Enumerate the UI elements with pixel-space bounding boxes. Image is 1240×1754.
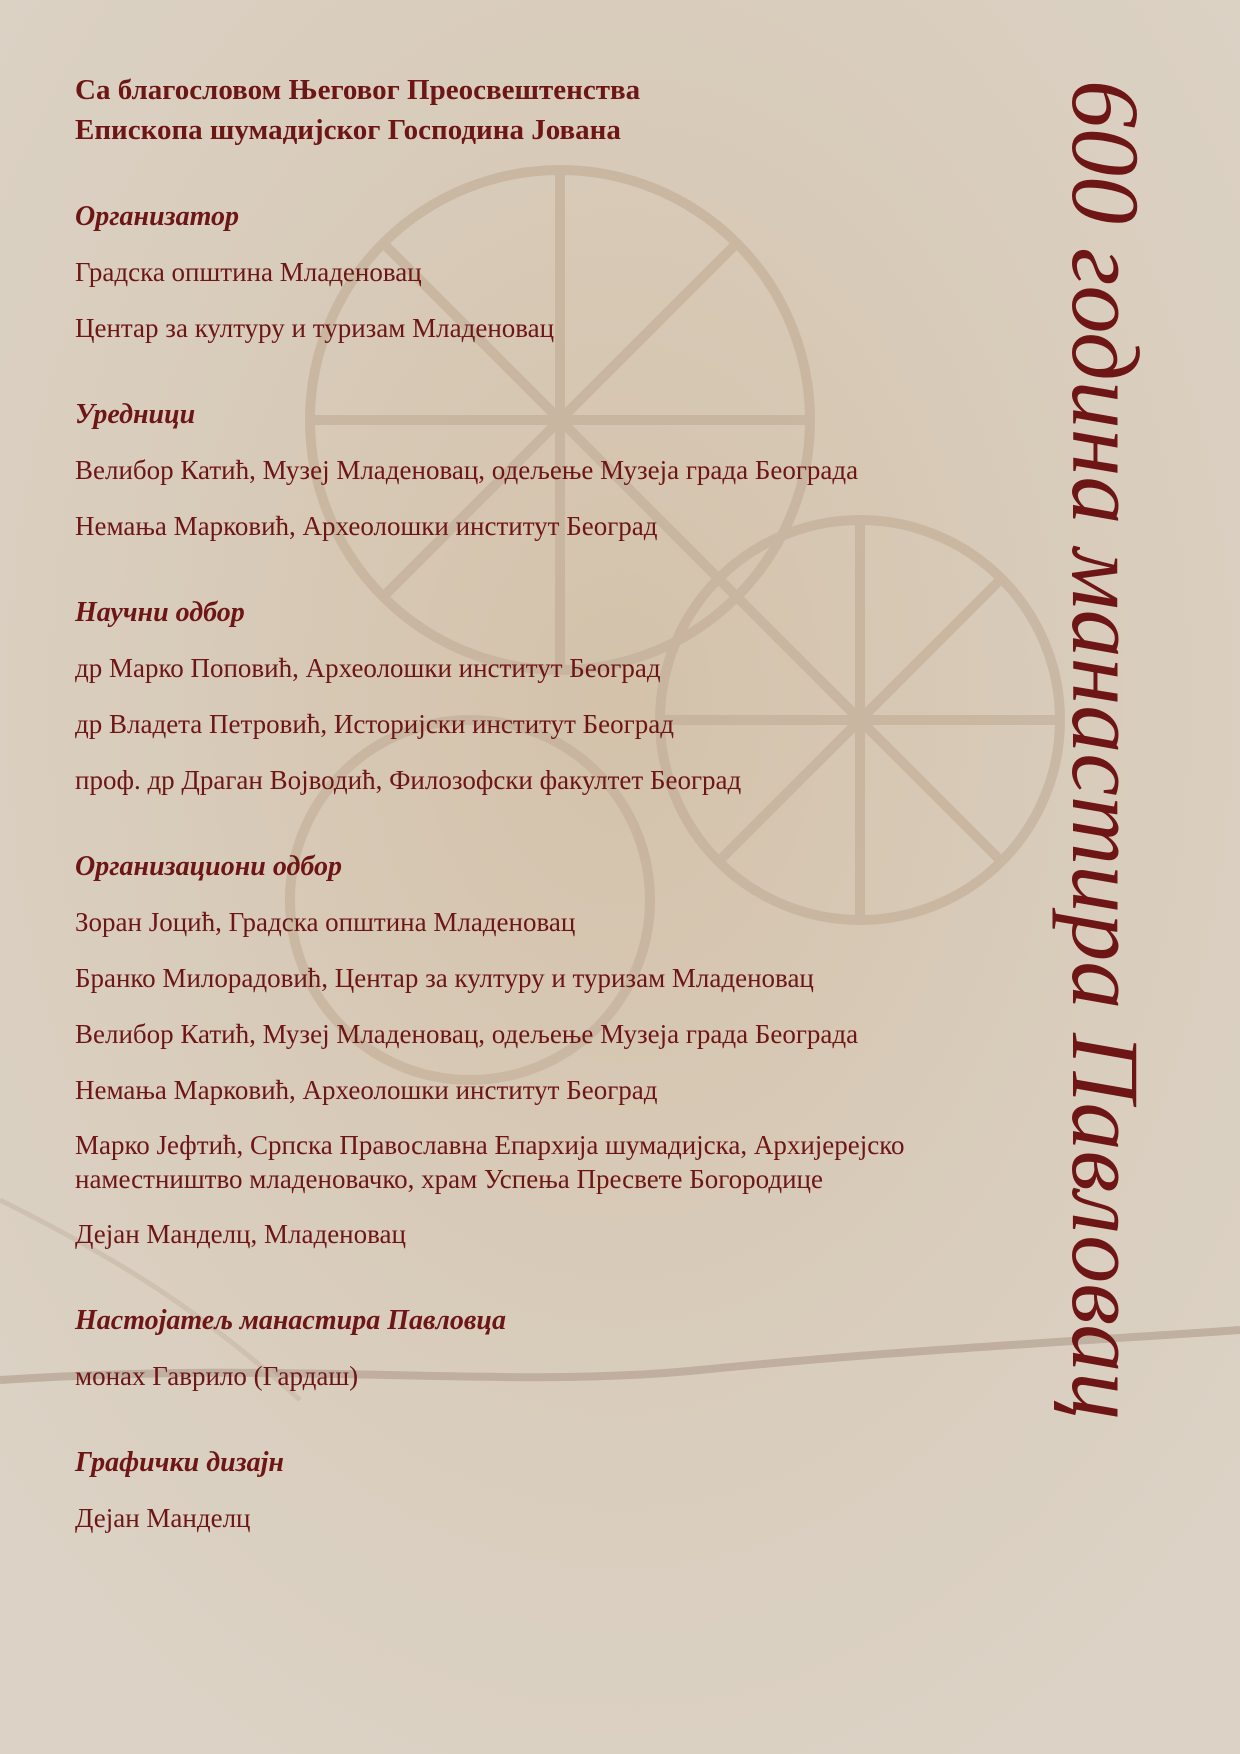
section-abbot xyxy=(75,1304,1065,1394)
entry: Марко Јефтић, Српска Православна Епархија шумадијска, Архијерејско наместништво младеновачко, храм Успења Пресвете Богородице xyxy=(75,1130,905,1194)
entry: монах Гаврило (Гардаш) xyxy=(75,1361,359,1391)
entry: Велибор Катић, Музеј Младеновац, одељење Музеја града Београда xyxy=(75,1019,859,1049)
section-editors xyxy=(75,398,1065,544)
section-heading: Уредници xyxy=(75,399,196,430)
entry: Немања Марковић, Археолошки институт Београд xyxy=(75,1075,658,1105)
blessing-line-2: Епископа шумадијског Господина Јована xyxy=(75,114,621,146)
section-heading: Организатор xyxy=(75,201,240,232)
entry: Центар за културу и туризам Младеновац xyxy=(75,313,555,343)
vertical-title-text: 600 година манастира Павловац xyxy=(1052,80,1159,1421)
section-graphic-design xyxy=(75,1446,1065,1536)
section-heading: Научни одбор xyxy=(75,597,245,628)
entry: Немања Марковић, Археолошки институт Београд xyxy=(75,511,658,541)
blessing-line-1: Са благословом Његовог Преосвештенства xyxy=(75,74,641,106)
entry: др Владета Петровић, Историјски институт Београд xyxy=(75,709,674,739)
entry: Дејан Манделц xyxy=(75,1503,251,1533)
section-heading: Графички дизајн xyxy=(75,1447,284,1478)
entry: Зоран Јоцић, Градска општина Младеновац xyxy=(75,907,576,937)
entry: др Марко Поповић, Археолошки институт Београд xyxy=(75,653,661,683)
entry: Дејан Манделц, Младеновац xyxy=(75,1219,406,1249)
entry: Бранко Милорадовић, Центар за културу и туризам Младеновац xyxy=(75,963,814,993)
entry: Градска општина Младеновац xyxy=(75,257,422,287)
section-organizing-board xyxy=(75,850,1065,1252)
section-scientific-board xyxy=(75,596,1065,798)
credits-content xyxy=(75,70,1065,1556)
entry: проф. др Драган Војводић, Филозофски факултет Београд xyxy=(75,765,742,795)
section-organizer xyxy=(75,200,1065,346)
entry: Велибор Катић, Музеј Младеновац, одељење Музеја града Београда xyxy=(75,455,859,485)
section-heading: Настојатељ манастира Павловца xyxy=(75,1305,506,1336)
section-heading: Организациони одбор xyxy=(75,851,342,882)
